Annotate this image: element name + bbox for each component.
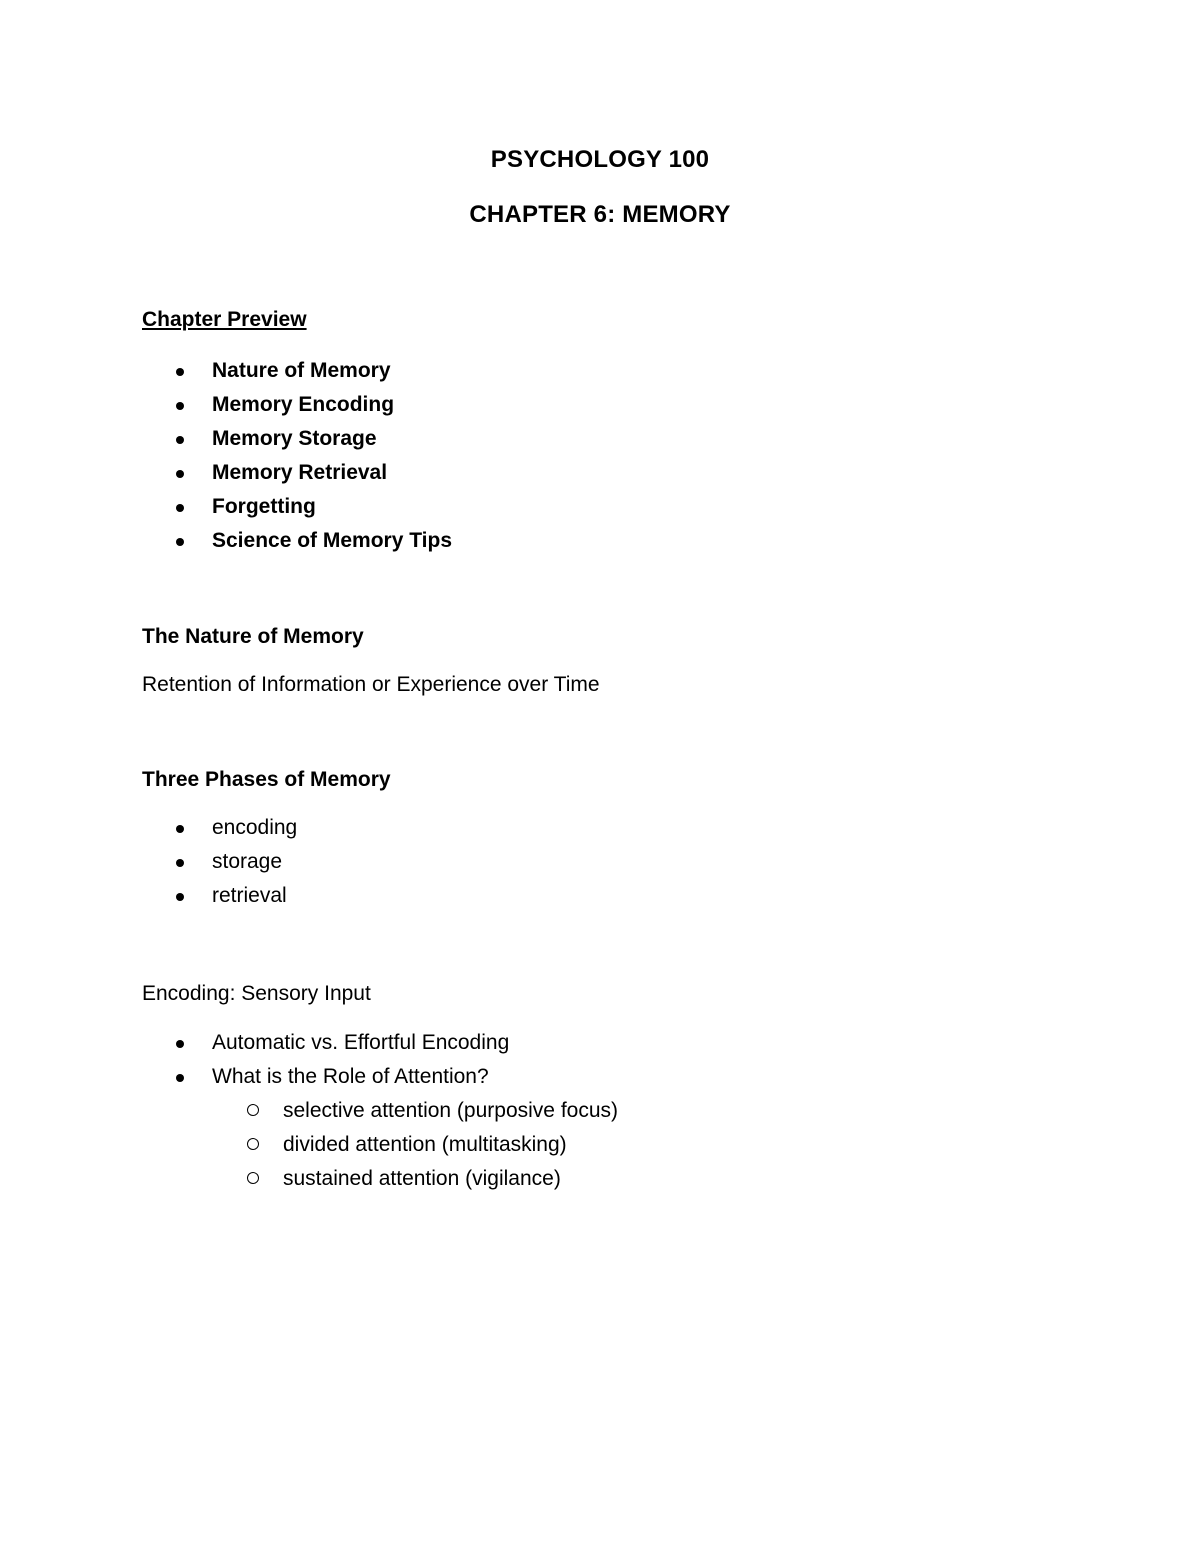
bullet-icon — [176, 1040, 184, 1048]
chapter-preview-heading: Chapter Preview — [142, 308, 307, 331]
bullet-icon — [176, 504, 184, 512]
bullet-icon — [176, 893, 184, 901]
encoding-heading: Encoding: Sensory Input — [142, 982, 371, 1005]
bullet-icon — [176, 1074, 184, 1082]
bullet-icon — [176, 368, 184, 376]
bullet-icon — [176, 859, 184, 867]
bullet-icon — [176, 402, 184, 410]
hollow-bullet-icon — [247, 1104, 259, 1116]
chapter-title: CHAPTER 6: MEMORY — [469, 201, 731, 228]
bullet-icon — [176, 825, 184, 833]
hollow-bullet-icon — [247, 1138, 259, 1150]
document-page: PSYCHOLOGY 100 CHAPTER 6: MEMORY Chapter Preview Nature of Memory Memory Encoding Memory Storage Memory Retrieval Forgetting Science of Memory Tips The Nature of Memory Retention of Information or Experience over Time Three Phases of Memory encoding storage retrieval Encoding: Sensory Input Automatic vs. Effortful Encoding What is the Role of Attention? selective attention (purposive focus) divided attention (multitasking) sustained attention (vigilance) — [0, 0, 1200, 1553]
bullet-icon — [176, 470, 184, 478]
hollow-bullet-icon — [247, 1172, 259, 1184]
three-phases-heading: Three Phases of Memory — [142, 768, 391, 791]
course-title: PSYCHOLOGY 100 — [490, 146, 710, 173]
nature-of-memory-definition: Retention of Information or Experience over Time — [142, 673, 600, 696]
bullet-icon — [176, 538, 184, 546]
bullet-icon — [176, 436, 184, 444]
nature-of-memory-heading: The Nature of Memory — [142, 625, 364, 648]
